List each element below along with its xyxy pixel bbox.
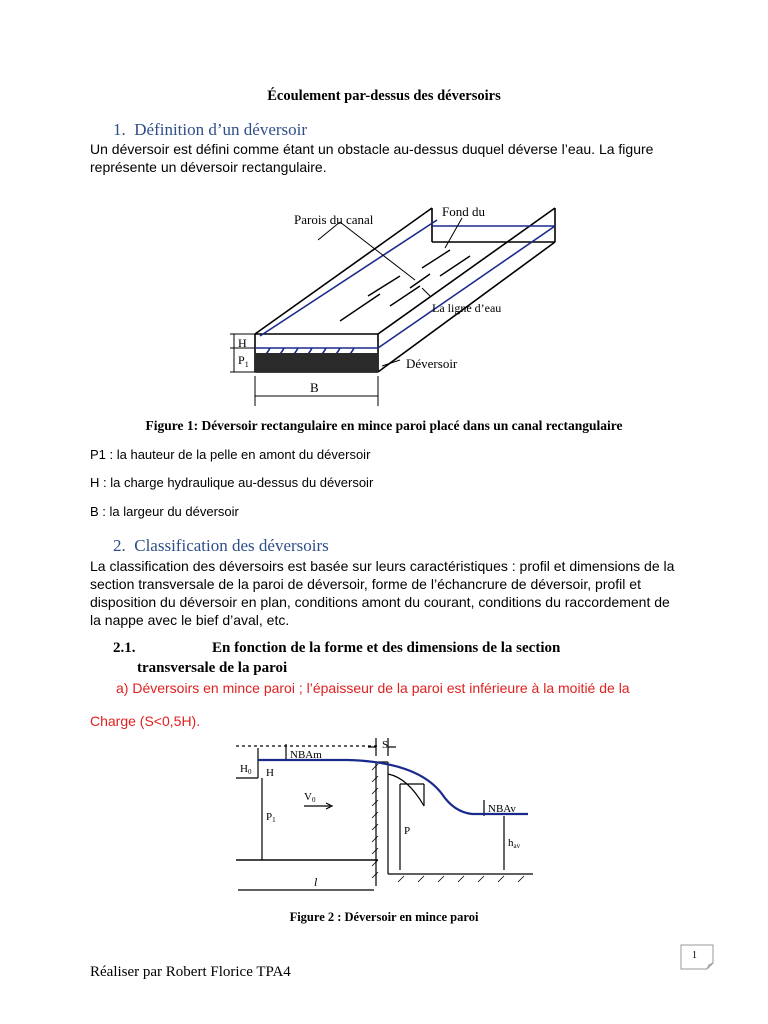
fig2-hav-label: hav (508, 837, 521, 850)
item-a-line2: Charge (S<0,5H). (90, 713, 201, 729)
subsection-2-1-number: 2.1. (113, 640, 136, 656)
fig2-NBAm-label: NBAm (290, 749, 322, 761)
fig1-bed-label: Fond du (442, 204, 485, 219)
fig1-walls-label: Parois du canal (294, 212, 374, 227)
page-number: 1 (692, 950, 697, 961)
fig2-S-label: S (382, 739, 389, 751)
document-title: Écoulement par-dessus des déversoirs (267, 88, 501, 104)
fig2-l-label: l (314, 875, 318, 889)
figure-1-diagram (200, 196, 570, 410)
fig2-V0-label: V0 (304, 791, 316, 804)
section-2-heading (113, 536, 329, 556)
fig2-H0-label: H0 (240, 763, 252, 776)
definition-h: H : la charge hydraulique au-dessus du déversoir (90, 475, 374, 490)
subsection-2-1-line1: En fonction de la forme et des dimensions de la section (212, 640, 561, 656)
page-number-box (680, 944, 714, 970)
item-a-line1: a) Déversoirs en mince paroi ; l’épaisseur de la paroi est inférieure à la moitié de la (116, 680, 630, 696)
section-1-heading (113, 120, 307, 140)
section-2-text: La classification des déversoirs est basée sur leurs caractéristiques : profil et dimensions de la section transversale de la paroi de déversoir, forme de l’échancrure de déversoir, profil et disposition du déversoir en plan, conditions amont du courant, conditions du raccordement de la nappe avec le bief d’aval, etc. (90, 558, 675, 628)
section-1-title: Définition d’un déversoir (134, 120, 308, 139)
figure-2-caption: Figure 2 : Déversoir en mince paroi (289, 910, 479, 924)
section-1-number: 1. (113, 120, 126, 139)
fig1-B-label: B (310, 380, 319, 395)
subsection-2-1-line2: transversale de la paroi (137, 660, 288, 676)
fig2-NBAv-label: NBAv (488, 803, 516, 815)
figure-2-diagram (228, 734, 538, 904)
weir-block (255, 353, 378, 372)
fig1-waterline-label: La ligne d’eau (432, 301, 502, 315)
fig1-weir-label: Déversoir (406, 356, 458, 371)
fig1-P-label: $P_1$ (238, 353, 249, 369)
fig2-H-label: H (266, 767, 274, 779)
section-1-text: Un déversoir est défini comme étant un obstacle au-dessus duquel déverse l’eau. La figure représente un déversoir rectangulaire. (90, 141, 654, 175)
figure-1-caption: Figure 1: Déversoir rectangulaire en mince paroi placé dans un canal rectangulaire (145, 418, 623, 433)
definition-p1: P1 : la hauteur de la pelle en amont du déversoir (90, 447, 371, 462)
section-2-number: 2. (113, 536, 126, 555)
section-2-title: Classification des déversoirs (134, 536, 329, 555)
fig2-P1-label: P1 (266, 811, 276, 824)
fig1-H-label: H (238, 336, 247, 350)
definition-b: B : la largeur du déversoir (90, 504, 239, 519)
footer-author: Réaliser par Robert Florice TPA4 (90, 964, 291, 980)
fig2-P-label: P (404, 825, 411, 837)
